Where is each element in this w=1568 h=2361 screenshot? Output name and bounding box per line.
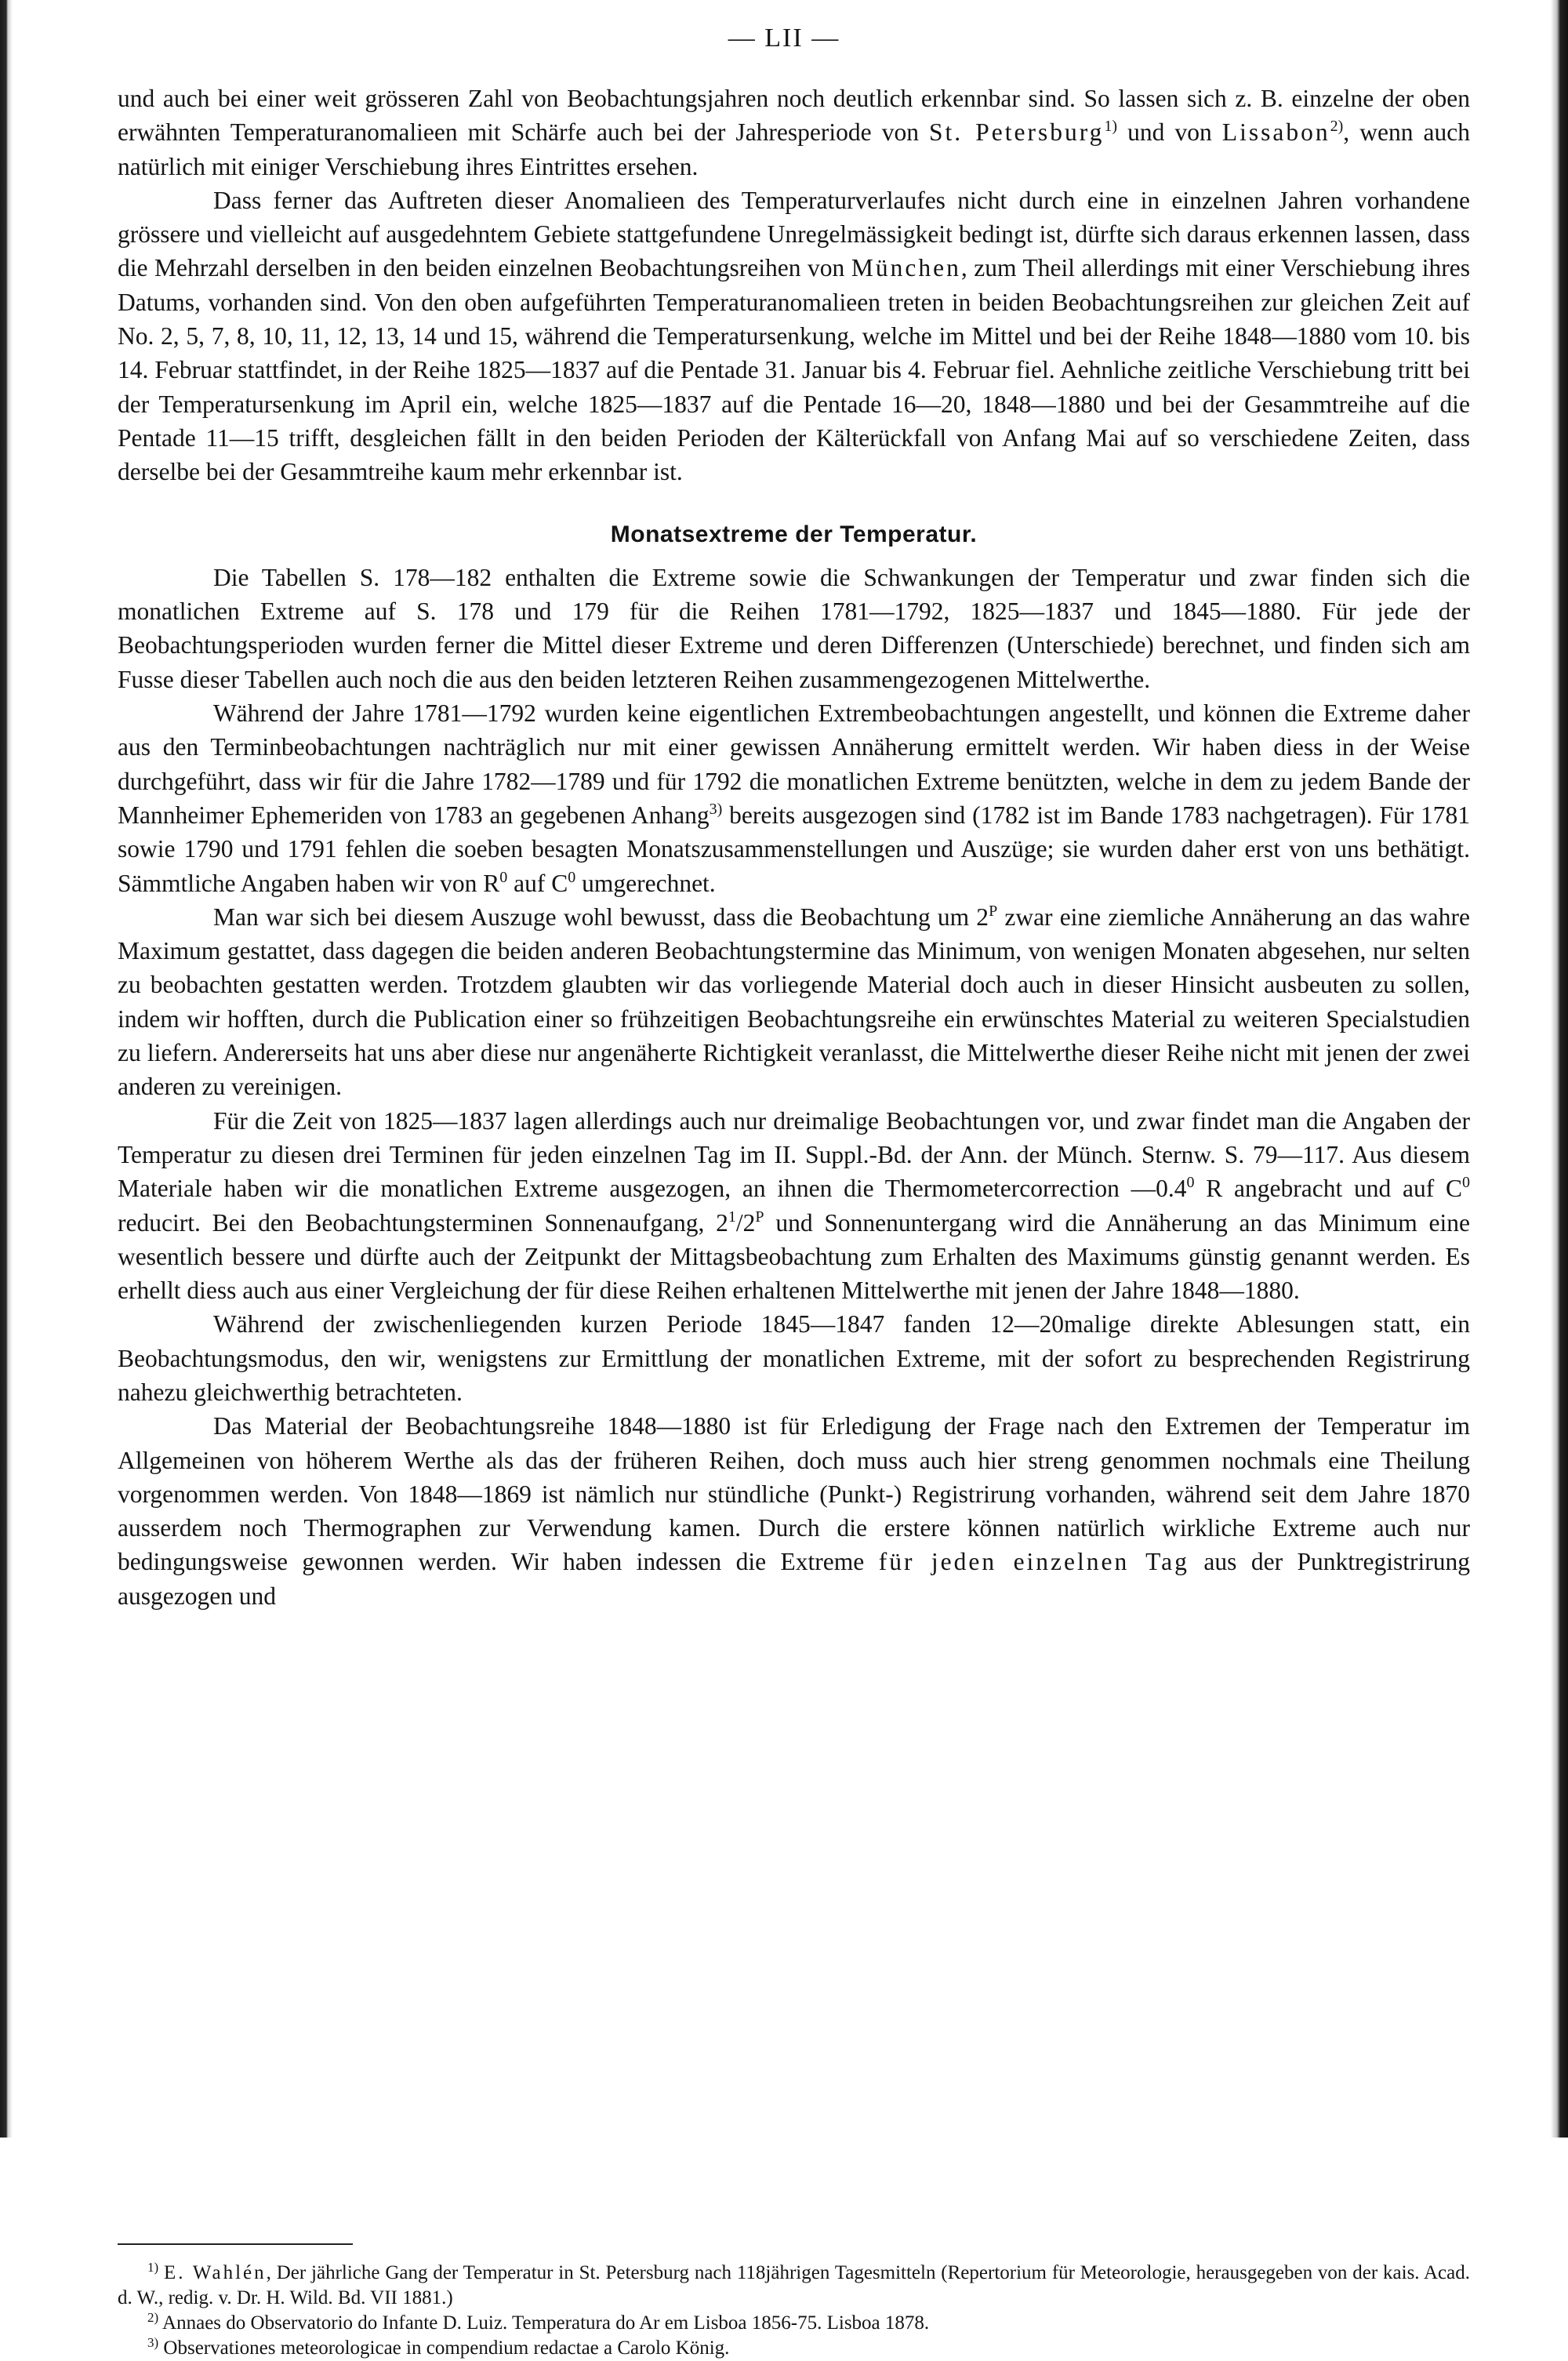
paragraph-8 <box>118 1409 1470 1613</box>
paragraph-1-text: und auch bei einer weit grösseren Zahl von Beobachtungsjahren noch deutlich erkennbar sind. So lassen sich z. B. einzelne der oben erwähnten Temperaturanomalieen mit Schärfe auch bei der Jahresperiode von <box>118 85 1470 147</box>
paragraph-5 <box>118 900 1470 1104</box>
paragraph-1-end: , wenn auch natürlich mit einiger Verschiebung ihres Eintrittes ersehen. <box>118 118 1470 180</box>
footnote-1-text: , Der jährliche Gang der Temperatur in St. Petersburg nach 118jährigen Tagesmitteln (Repertorium für Meteorologie, herausgegeben von der kais. Acad. d. W., redig. v. Dr. H. Wild. Bd. VII 1881.) <box>118 2262 1470 2308</box>
degree-c-2: 0 <box>1462 1174 1470 1192</box>
footnote-ref-2: 2) <box>1330 118 1344 136</box>
degree-r: 0 <box>499 868 508 886</box>
section-heading: Monatsextreme der Temperatur. <box>610 521 978 547</box>
footnote-1-mark: 1) <box>147 2260 159 2275</box>
footnotes <box>118 2261 1470 2361</box>
paragraph-7: Während der zwischenliegenden kurzen Periode 1845—1847 fanden 12—20malige direkte Ablesungen statt, ein Beobachtungsmodus, den wir, wenigstens zur Ermittlung der monatlichen Extreme, mit der sofort zu besprechenden Registrirung nahezu gleichwerthig betrachteten. <box>118 1310 1470 1406</box>
paragraph-2-text-b: , zum Theil allerdings mit einer Verschiebung ihres Datums, vorhanden sind. Von den oben aufgeführten Temperaturanomalieen treten in beiden Beobachtungsreihen zur gleichen Zeit auf No. 2, 5, 7, 8, 10, 11, 12, 13, 14 und 15, während die Temperatursenkung, welche im Mittel und bei der Reihe 1848—1880 vom 10. bis 14. Februar stattfindet, in der Reihe 1825—1837 auf die Pentade 31. Januar bis 4. Februar fiel. Aehnliche zeitliche Verschiebung tritt bei der Temperatursenkung im April ein, welche 1825—1837 auf die Pentade 16—20, 1848—1880 und bei der Gesammtreihe auf die Pentade 11—15 trifft, desgleichen fällt in den beiden Perioden der Kälterückfall von Anfang Mai auf so verschiedene Zeiten, dass derselbe bei der Gesammtreihe kaum mehr erkennbar ist. <box>118 254 1470 486</box>
place-st-petersburg: St. Petersburg <box>929 118 1105 147</box>
hour-p-marker-2: P <box>755 1208 764 1226</box>
paragraph-2 <box>118 183 1470 489</box>
paragraph-3: Die Tabellen S. 178—182 enthalten die Extreme sowie die Schwankungen der Temperatur und zwar finden sich die monatlichen Extreme auf S. 178 und 179 für die Reihen 1781—1792, 1825—1837 und 1845—1880. Für jede der Beobachtungsperioden wurden ferner die Mittel dieser Extreme und deren Differenzen (Unterschiede) berechnet, und finden sich am Fusse dieser Tabellen auch noch die aus den beiden letzteren Reihen zusammengezogenen Mittelwerthe. <box>118 563 1470 693</box>
emphasis-jeden-tag: für jeden einzelnen Tag <box>878 1548 1189 1576</box>
paragraph-1 <box>118 82 1470 183</box>
paragraph-4 <box>118 696 1470 900</box>
footnote-2-mark: 2) <box>147 2310 159 2325</box>
paragraph-4-text-d: umgerechnet. <box>575 869 716 897</box>
footnote-rule <box>118 2243 353 2245</box>
footnote-2 <box>118 2311 1470 2336</box>
paragraph-8-text-b: aus der Punktregistrirung ausgezogen und <box>118 1548 1470 1610</box>
degree-mark: 0 <box>1186 1174 1195 1192</box>
footnote-1 <box>118 2261 1470 2311</box>
footnote-3-mark: 3) <box>147 2335 159 2350</box>
half-denominator: /2 <box>735 1208 756 1237</box>
page-number: — LII — <box>728 24 840 53</box>
place-lissabon: Lissabon <box>1221 118 1330 147</box>
footnote-3-text: Observationes meteorologicae in compendium redactae a Carolo König. <box>163 2337 730 2359</box>
scan-left-edge <box>0 0 39 2138</box>
paragraph-4-text-c: auf C <box>507 869 568 897</box>
half-numerator: 1 <box>728 1208 736 1226</box>
paragraph-8-text-a: Das Material der Beobachtungsreihe 1848—1880 ist für Erledigung der Frage nach den Extremen der Temperatur im Allgemeinen von höherem Werthe als das der früheren Reihen, doch muss auch hier streng genommen nochmals eine Theilung vorgenommen werden. Von 1848—1869 ist nämlich nur stündliche (Punkt-) Registrirung vorhanden, während seit dem Jahre 1870 ausserdem noch Thermographen zur Verwendung kamen. Durch die erstere können natürlich wirkliche Extreme auch nur bedingungsweise gewonnen werden. Wir haben indessen die Extreme <box>118 1412 1470 1576</box>
paragraph-6-text-d: und Sonnenuntergang wird die Annäherung an das Minimum eine wesentlich bessere und dürfte auch der Zeitpunkt der Mittagsbeobachtung zum Erhalten des Maximums günstig genannt werden. Es erhellt diess auch aus einer Vergleichung der für diese Reihen erhaltenen Mittelwerthe mit jenen der Jahre 1848—1880. <box>118 1208 1470 1305</box>
main-text <box>118 82 1470 1613</box>
paragraph-6-text-b: R angebracht und auf C <box>1194 1175 1462 1203</box>
paragraph-6-text-a: Für die Zeit von 1825—1837 lagen allerdings auch nur dreimalige Beobachtungen vor, und zwar findet man die Angaben der Temperatur zu diesen drei Terminen für jeden einzelnen Tag im II. Suppl.-Bd. der Ann. der Münch. Sternw. S. 79—117. Aus diesem Materiale haben wir die monatlichen Extreme ausgezogen, an ihnen die Thermometercorrection —0.4 <box>118 1106 1470 1203</box>
paragraph-1-mid: und von <box>1117 118 1222 147</box>
paragraph-2-text-a: Dass ferner das Auftreten dieser Anomalieen des Temperaturverlaufes nicht durch eine in einzelnen Jahren vorhandene grössere und vielleicht auf ausgedehntem Gebiete stattgefundene Unregelmässigkeit bedingt ist, dürfte sich daraus erkennen lassen, dass die Mehrzahl derselben in den beiden einzelnen Beobachtungsreihen von <box>118 186 1470 282</box>
paragraph-6 <box>118 1104 1470 1308</box>
paragraph-6-text-c: reducirt. Bei den Beobachtungsterminen Sonnenaufgang, 2 <box>118 1208 728 1237</box>
footnote-3 <box>118 2336 1470 2361</box>
paragraph-4-text-b: bereits ausgezogen sind (1782 ist im Bande 1783 nachgetragen). Für 1781 sowie 1790 und 1791 fehlen die soeben besagten Monatszusammenstellungen und Auszüge; sie wurden daher erst von uns bethätigt. Sämmtliche Angaben haben wir von R <box>118 801 1470 897</box>
paragraph-4-text-a: Während der Jahre 1781—1792 wurden keine eigentlichen Extrembeobachtungen angestellt, und können die Extreme daher aus den Terminbeobachtungen nachträglich nur mit einer gewissen Annäherung ermittelt werden. Wir haben diess in der Weise durchgeführt, dass wir für die Jahre 1782—1789 und für 1792 die monatlichen Extreme benützten, welche in dem zu jedem Bande der Mannheimer Ephemeriden von 1783 an gegebenen Anhang <box>118 699 1470 829</box>
paragraph-5-text-a: Man war sich bei diesem Auszuge wohl bewusst, dass die Beobachtung um 2 <box>213 903 989 931</box>
hour-p-marker: P <box>989 902 998 920</box>
footnote-2-text: Annaes do Observatorio do Infante D. Luiz. Temperatura do Ar em Lisboa 1856-75. Lisboa 1878. <box>162 2312 930 2334</box>
footnote-ref-1: 1) <box>1104 118 1118 136</box>
footnote-1-author: E. Wahlén <box>164 2262 267 2283</box>
footnote-ref-3: 3) <box>709 800 723 818</box>
scan-right-edge <box>1544 0 1568 2138</box>
degree-c: 0 <box>568 868 576 886</box>
place-muenchen: München <box>851 254 961 282</box>
paragraph-5-text-b: zwar eine ziemliche Annäherung an das wahre Maximum gestattet, dass dagegen die beiden anderen Beobachtungstermine das Minimum, von wenigen Monaten abgesehen, nur selten zu beobachten gestatten werden. Trotzdem glaubten wir das vorliegende Material doch auch in dieser Hinsicht ausbeuten zu sollen, indem wir hofften, durch die Publication einer so frühzeitigen Beobachtungsreihe ein erwünschtes Material zu weiteren Specialstudien zu liefern. Andererseits hat uns aber diese nur angenäherte Richtigkeit veranlasst, die Mittelwerthe dieser Reihe nicht mit jenen der zwei anderen zu vereinigen. <box>118 903 1470 1101</box>
